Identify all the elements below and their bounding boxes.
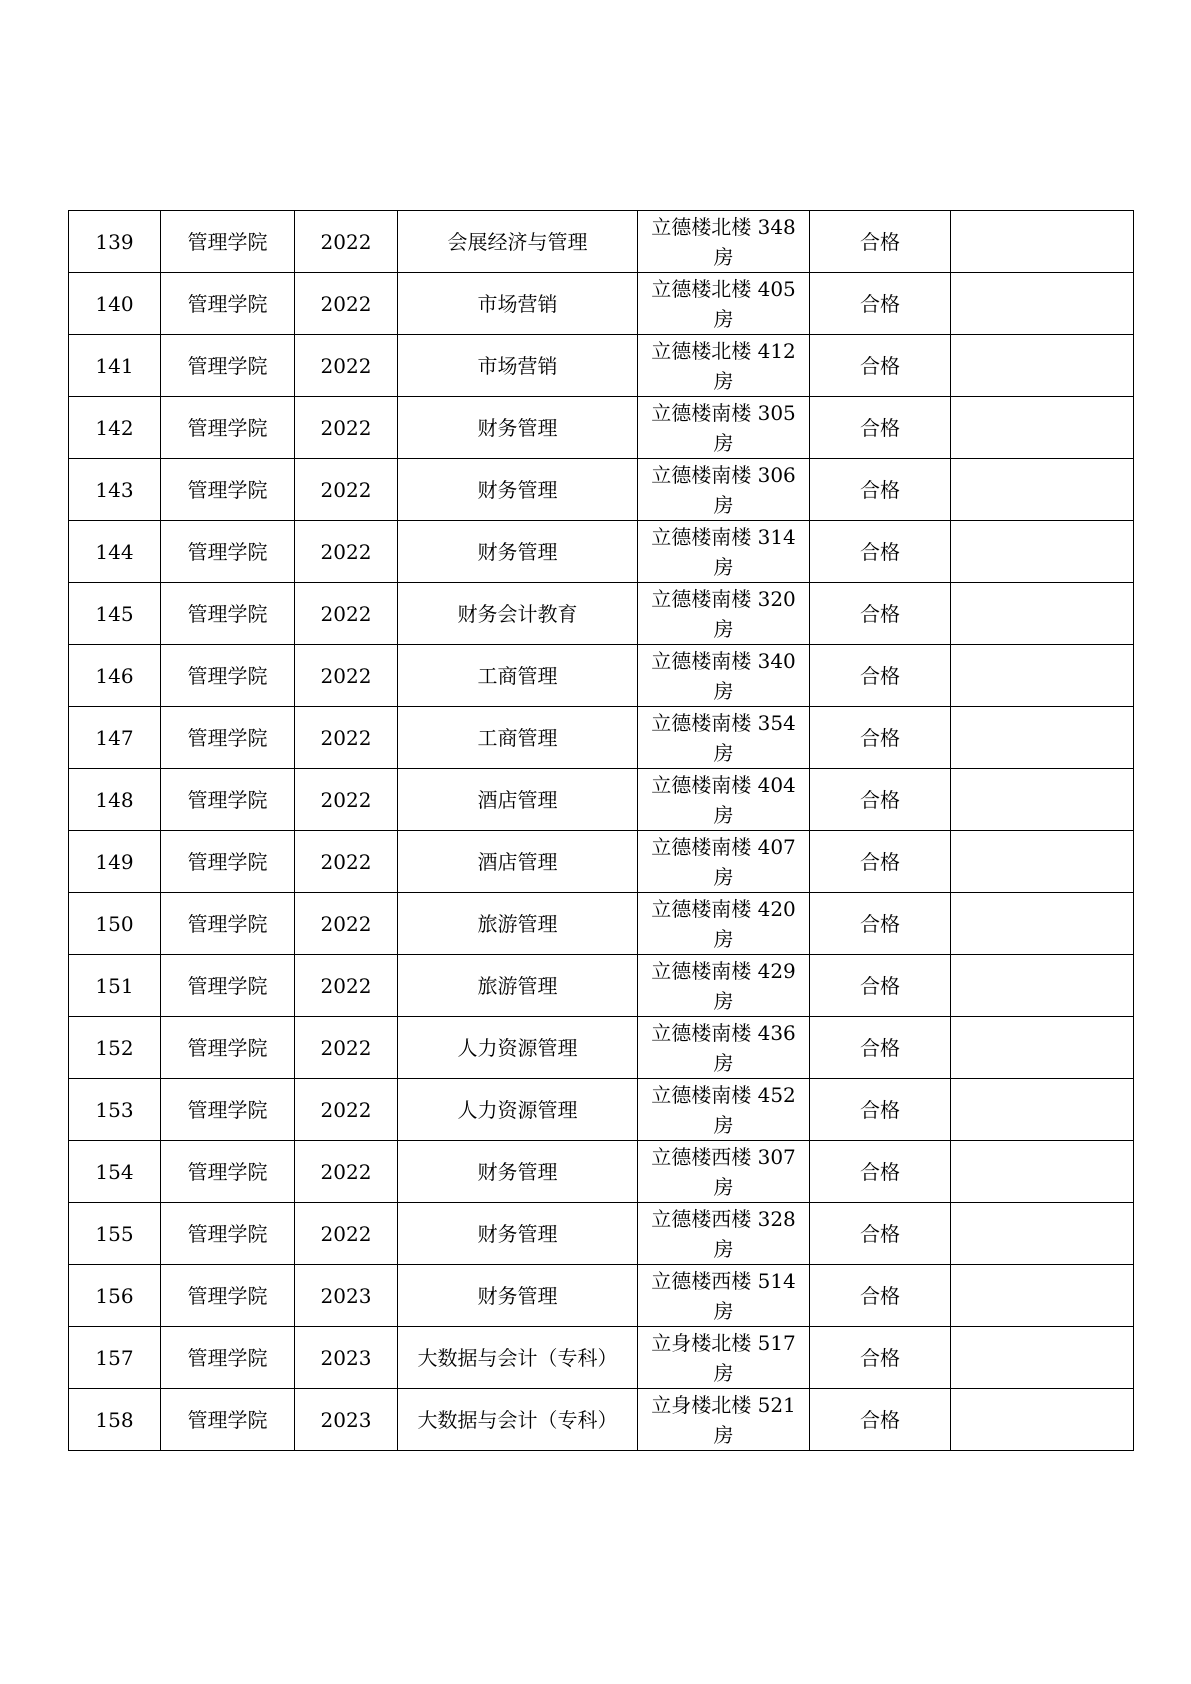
college-cell: 管理学院 [161, 1203, 295, 1265]
major-cell: 工商管理 [398, 645, 638, 707]
college-cell: 管理学院 [161, 707, 295, 769]
year-cell: 2022 [295, 707, 398, 769]
college-cell: 管理学院 [161, 893, 295, 955]
room-cell: 立德楼北楼 348 房 [638, 211, 810, 273]
college-cell: 管理学院 [161, 831, 295, 893]
result-cell: 合格 [810, 831, 951, 893]
major-cell: 酒店管理 [398, 831, 638, 893]
room-cell: 立身楼北楼 521 房 [638, 1389, 810, 1451]
major-cell: 财务管理 [398, 521, 638, 583]
remark-cell [951, 1079, 1134, 1141]
room-cell: 立德楼南楼 452 房 [638, 1079, 810, 1141]
result-cell: 合格 [810, 645, 951, 707]
year-cell: 2022 [295, 335, 398, 397]
table-row [69, 521, 1134, 583]
row-number-cell: 143 [69, 459, 161, 521]
room-cell: 立德楼北楼 405 房 [638, 273, 810, 335]
year-cell: 2022 [295, 645, 398, 707]
result-cell: 合格 [810, 769, 951, 831]
major-cell: 财务会计教育 [398, 583, 638, 645]
remark-cell [951, 769, 1134, 831]
result-cell: 合格 [810, 397, 951, 459]
table-row [69, 1079, 1134, 1141]
result-cell: 合格 [810, 1203, 951, 1265]
college-cell: 管理学院 [161, 769, 295, 831]
room-cell: 立德楼南楼 354 房 [638, 707, 810, 769]
remark-cell [951, 459, 1134, 521]
year-cell: 2022 [295, 1141, 398, 1203]
row-number-cell: 142 [69, 397, 161, 459]
room-cell: 立德楼南楼 407 房 [638, 831, 810, 893]
year-cell: 2022 [295, 769, 398, 831]
college-cell: 管理学院 [161, 397, 295, 459]
table-row [69, 707, 1134, 769]
table-row [69, 273, 1134, 335]
room-cell: 立德楼西楼 514 房 [638, 1265, 810, 1327]
table-row [69, 1327, 1134, 1389]
table-row [69, 893, 1134, 955]
college-cell: 管理学院 [161, 273, 295, 335]
remark-cell [951, 645, 1134, 707]
room-cell: 立德楼北楼 412 房 [638, 335, 810, 397]
remark-cell [951, 707, 1134, 769]
major-cell: 旅游管理 [398, 893, 638, 955]
room-cell: 立德楼南楼 436 房 [638, 1017, 810, 1079]
row-number-cell: 158 [69, 1389, 161, 1451]
remark-cell [951, 893, 1134, 955]
row-number-cell: 140 [69, 273, 161, 335]
major-cell: 人力资源管理 [398, 1079, 638, 1141]
result-cell: 合格 [810, 707, 951, 769]
table-row [69, 769, 1134, 831]
remark-cell [951, 1141, 1134, 1203]
college-cell: 管理学院 [161, 1079, 295, 1141]
table-row [69, 1141, 1134, 1203]
major-cell: 财务管理 [398, 1141, 638, 1203]
college-cell: 管理学院 [161, 1017, 295, 1079]
room-cell: 立德楼西楼 328 房 [638, 1203, 810, 1265]
year-cell: 2023 [295, 1327, 398, 1389]
table-row [69, 211, 1134, 273]
remark-cell [951, 521, 1134, 583]
college-cell: 管理学院 [161, 1389, 295, 1451]
college-cell: 管理学院 [161, 521, 295, 583]
room-cell: 立德楼南楼 305 房 [638, 397, 810, 459]
major-cell: 财务管理 [398, 1265, 638, 1327]
major-cell: 大数据与会计（专科） [398, 1327, 638, 1389]
college-cell: 管理学院 [161, 583, 295, 645]
result-cell: 合格 [810, 1017, 951, 1079]
major-cell: 大数据与会计（专科） [398, 1389, 638, 1451]
remark-cell [951, 831, 1134, 893]
result-cell: 合格 [810, 1141, 951, 1203]
remark-cell [951, 211, 1134, 273]
row-number-cell: 152 [69, 1017, 161, 1079]
year-cell: 2022 [295, 955, 398, 1017]
row-number-cell: 150 [69, 893, 161, 955]
year-cell: 2022 [295, 397, 398, 459]
remark-cell [951, 397, 1134, 459]
remark-cell [951, 1017, 1134, 1079]
college-cell: 管理学院 [161, 1327, 295, 1389]
row-number-cell: 146 [69, 645, 161, 707]
major-cell: 人力资源管理 [398, 1017, 638, 1079]
year-cell: 2022 [295, 583, 398, 645]
room-cell: 立德楼南楼 314 房 [638, 521, 810, 583]
result-cell: 合格 [810, 211, 951, 273]
row-number-cell: 149 [69, 831, 161, 893]
row-number-cell: 139 [69, 211, 161, 273]
result-cell: 合格 [810, 893, 951, 955]
year-cell: 2022 [295, 459, 398, 521]
table-row [69, 831, 1134, 893]
table-row [69, 583, 1134, 645]
table-row [69, 955, 1134, 1017]
row-number-cell: 156 [69, 1265, 161, 1327]
result-cell: 合格 [810, 1389, 951, 1451]
room-cell: 立德楼南楼 306 房 [638, 459, 810, 521]
college-cell: 管理学院 [161, 459, 295, 521]
major-cell: 市场营销 [398, 335, 638, 397]
remark-cell [951, 273, 1134, 335]
table-row [69, 1017, 1134, 1079]
result-cell: 合格 [810, 273, 951, 335]
row-number-cell: 154 [69, 1141, 161, 1203]
major-cell: 财务管理 [398, 459, 638, 521]
college-cell: 管理学院 [161, 1141, 295, 1203]
year-cell: 2022 [295, 1079, 398, 1141]
result-cell: 合格 [810, 459, 951, 521]
result-cell: 合格 [810, 1327, 951, 1389]
row-number-cell: 157 [69, 1327, 161, 1389]
result-cell: 合格 [810, 1079, 951, 1141]
room-cell: 立德楼南楼 420 房 [638, 893, 810, 955]
major-cell: 市场营销 [398, 273, 638, 335]
row-number-cell: 155 [69, 1203, 161, 1265]
table-row [69, 459, 1134, 521]
remark-cell [951, 955, 1134, 1017]
major-cell: 财务管理 [398, 1203, 638, 1265]
major-cell: 工商管理 [398, 707, 638, 769]
year-cell: 2023 [295, 1265, 398, 1327]
room-cell: 立德楼南楼 429 房 [638, 955, 810, 1017]
year-cell: 2022 [295, 521, 398, 583]
table-row [69, 335, 1134, 397]
remark-cell [951, 1327, 1134, 1389]
year-cell: 2022 [295, 1017, 398, 1079]
row-number-cell: 148 [69, 769, 161, 831]
year-cell: 2022 [295, 273, 398, 335]
major-cell: 财务管理 [398, 397, 638, 459]
dormitory-inspection-table [68, 210, 1134, 1451]
room-cell: 立德楼西楼 307 房 [638, 1141, 810, 1203]
college-cell: 管理学院 [161, 645, 295, 707]
row-number-cell: 144 [69, 521, 161, 583]
remark-cell [951, 1203, 1134, 1265]
row-number-cell: 141 [69, 335, 161, 397]
major-cell: 酒店管理 [398, 769, 638, 831]
remark-cell [951, 1389, 1134, 1451]
result-cell: 合格 [810, 955, 951, 1017]
table-row [69, 397, 1134, 459]
college-cell: 管理学院 [161, 335, 295, 397]
room-cell: 立身楼北楼 517 房 [638, 1327, 810, 1389]
remark-cell [951, 583, 1134, 645]
table-row [69, 1203, 1134, 1265]
result-cell: 合格 [810, 583, 951, 645]
year-cell: 2022 [295, 893, 398, 955]
row-number-cell: 145 [69, 583, 161, 645]
table-row [69, 1389, 1134, 1451]
table-body [69, 211, 1134, 1451]
year-cell: 2022 [295, 211, 398, 273]
college-cell: 管理学院 [161, 211, 295, 273]
remark-cell [951, 335, 1134, 397]
major-cell: 旅游管理 [398, 955, 638, 1017]
result-cell: 合格 [810, 1265, 951, 1327]
year-cell: 2023 [295, 1389, 398, 1451]
row-number-cell: 153 [69, 1079, 161, 1141]
major-cell: 会展经济与管理 [398, 211, 638, 273]
college-cell: 管理学院 [161, 1265, 295, 1327]
row-number-cell: 147 [69, 707, 161, 769]
year-cell: 2022 [295, 1203, 398, 1265]
row-number-cell: 151 [69, 955, 161, 1017]
table-row [69, 645, 1134, 707]
table-row [69, 1265, 1134, 1327]
year-cell: 2022 [295, 831, 398, 893]
room-cell: 立德楼南楼 320 房 [638, 583, 810, 645]
college-cell: 管理学院 [161, 955, 295, 1017]
room-cell: 立德楼南楼 340 房 [638, 645, 810, 707]
room-cell: 立德楼南楼 404 房 [638, 769, 810, 831]
result-cell: 合格 [810, 521, 951, 583]
remark-cell [951, 1265, 1134, 1327]
result-cell: 合格 [810, 335, 951, 397]
